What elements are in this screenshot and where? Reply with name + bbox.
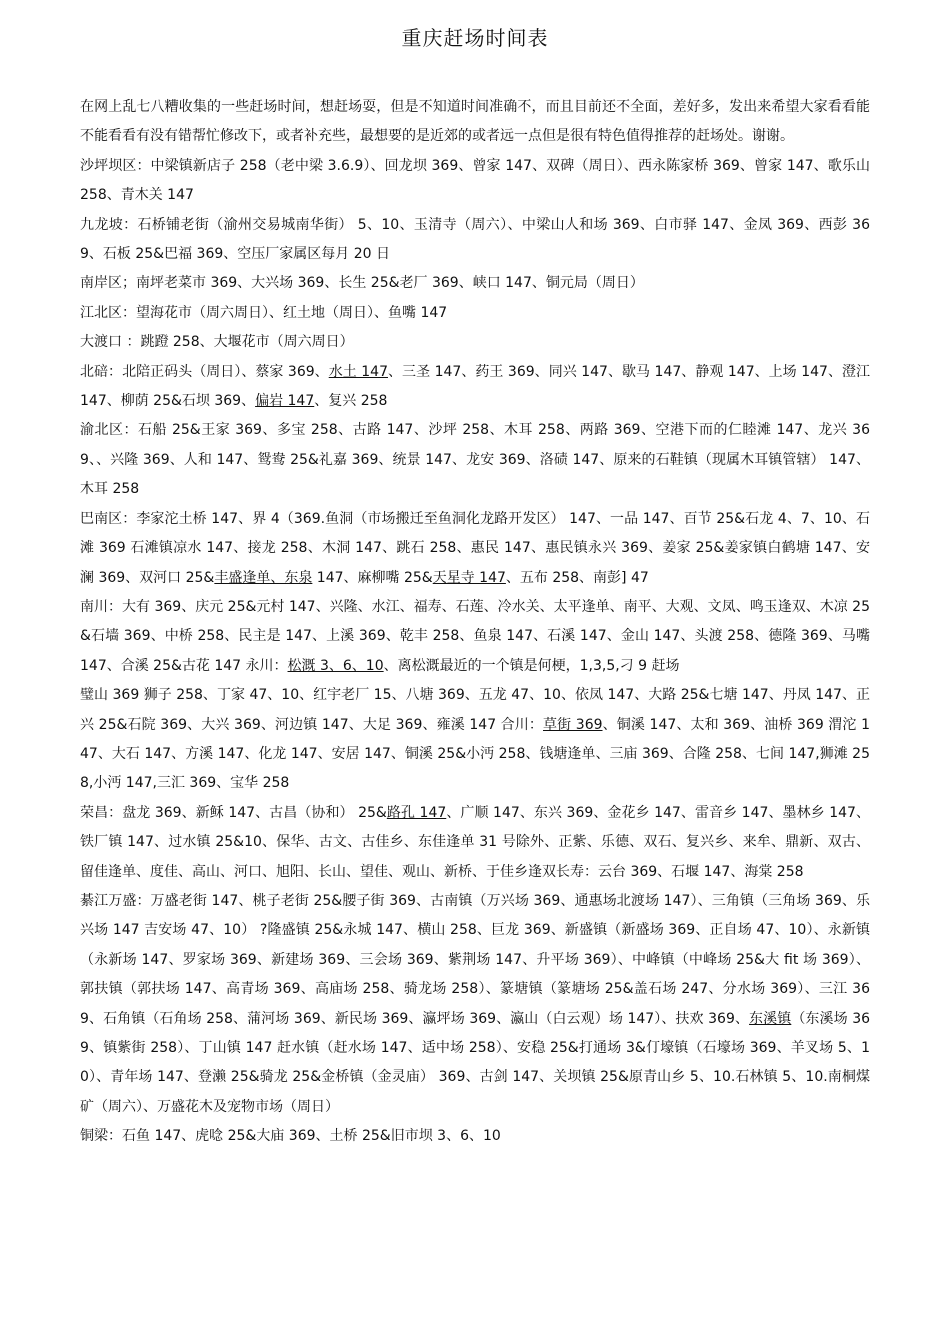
text-segment: 荣昌：盘龙 369、新稣 147、古昌（协和） 25& xyxy=(80,804,387,821)
paragraph-dadukou xyxy=(80,328,870,357)
document-body xyxy=(80,93,870,1152)
paragraph-tongliang xyxy=(80,1122,870,1151)
text-segment: 、复兴 258 xyxy=(314,393,388,410)
text-segment: 、广顺 147、东兴 369、金花乡 147、雷音乡 147、墨林乡 147、铁厂镇 147、过水镇 25&10、保华、古文、古佳乡、东佳逢单 31 号除外、正紫、乐德、双石、复兴乡、来牟、鼎新、双古、留佳逢单、度佳、高山、河口、旭阳、长山、望佳、观山、新桥、于佳乡逢双长寿：云台 369、石堰 147、海棠 258 xyxy=(80,804,871,880)
underlined-text: 草街 369 xyxy=(543,716,603,733)
paragraph-shapingba xyxy=(80,152,870,211)
paragraph-nanan xyxy=(80,269,870,298)
paragraph-nanchuan xyxy=(80,593,870,681)
underlined-text: 丰盛逢单、东泉 xyxy=(214,569,313,586)
paragraph-jiulongpo xyxy=(80,211,870,270)
text-segment: 沙坪坝区：中梁镇新店子 258（老中梁 3.6.9）、回龙坝 369、曾家 147、双碑（周日）、西永陈家桥 369、曾家 147、歌乐山 258、青木关 147 xyxy=(80,157,870,204)
text-segment: 铜梁：石鱼 147、虎唸 25&大庙 369、土桥 25&旧市坝 3、6、10 xyxy=(80,1128,501,1145)
text-segment: 綦江万盛：万盛老街 147、桃子老街 25&腰子街 369、古南镇（万兴场 369、通惠场北渡场 147）、三角镇（三角场 369、乐兴场 147 吉安场 47、10） ?隆盛镇 25&永城 147、横山 258、巨龙 369、新盛镇（新盛场 369、正自场 47、10）、永新镇（永新场 147、罗家场 369、新建场 369、三会场 369、紫荆场 147、升平场 369）、中峰镇（中峰场 25&大 fit 场 369）、郭扶镇（郭扶场 147、高青场 369、高庙场 258、骑龙场 258）、篆塘镇（篆塘场 25&盖石场 247、分水场 369）、三江 369、石角镇（石角场 258、蒲河场 369、新民场 369、瀛坪场 369、瀛山（白云观）场 147）、扶欢 369、 xyxy=(80,892,870,1027)
paragraph-bishan xyxy=(80,681,870,799)
paragraph-intro xyxy=(80,93,870,152)
page-title: 重庆赶场时间表 xyxy=(401,26,549,50)
text-segment: 九龙坡：石桥铺老街（渝州交易城南华街） 5、10、玉清寺（周六）、中梁山人和场 369、白市驿 147、金凤 369、西彭 369、石板 25&巴福 369、空压厂家属区每月 20 日 xyxy=(80,216,870,263)
text-segment: 璧山 369 狮子 258、丁家 47、10、红宇老厂 15、八塘 369、五龙 47、10、依凤 147、大路 25&七塘 147、丹凤 147、正兴 25&石院 369、大兴 369、河边镇 147、大足 369、雍溪 147 合川： xyxy=(80,687,870,733)
paragraph-rongchang xyxy=(80,799,870,887)
underlined-text: 水土 147 xyxy=(328,363,388,380)
underlined-text: 松溉 3、6、10 xyxy=(287,657,384,674)
text-segment: 147、麻柳嘴 25& xyxy=(312,569,433,586)
text-segment: 大渡口 ：跳蹬 258、大堰花市（周六周日） xyxy=(80,334,354,351)
text-segment: 、三圣 147、药王 369、同兴 147、歇马 147、静观 147、上场 147、澄江 147、柳荫 25&石坝 369、 xyxy=(80,363,871,410)
underlined-text: 东溪镇 xyxy=(749,1010,792,1027)
text-segment: 巴南区：李家沱土桥 147、界 4（369.鱼洞（市场搬迁至鱼洞化龙路开发区） 147、一品 147、百节 25&石龙 4、7、10、石滩 369 石滩镇凉水 147、接龙 258、木洞 147、跳石 258、惠民 147、惠民镇永兴 369、姜家 25&姜家镇白鹤塘 147、安澜 369、双河口 25& xyxy=(80,510,870,586)
underlined-text: 偏岩 147 xyxy=(255,393,315,410)
text-segment: 江北区：望海花市（周六周日）、红土地（周日）、鱼嘴 147 xyxy=(80,304,448,321)
underlined-text: 天星寺 147 xyxy=(432,569,506,586)
paragraph-qijiang xyxy=(80,887,870,1122)
text-segment: 北碚：北陪正码头（周日）、蔡家 369、 xyxy=(80,363,329,380)
text-segment: 、离松溉最近的一个镇是何梗，1,3,5,刁 9 赶场 xyxy=(383,657,680,674)
text-segment: 、铜溪 147、太和 369、油桥 369 渭沱 147、大石 147、方溪 147、化龙 147、安居 147、铜溪 25&小沔 258、钱塘逢单、三庙 369、合隆 258、七间 147,狮滩 258,小沔 147,三汇 369、宝华 258 xyxy=(80,716,870,792)
underlined-text: 路孔 147 xyxy=(386,804,447,821)
text-segment: 南川：大有 369、庆元 25&元村 147、兴隆、水江、福寿、石莲、冷水关、太平逢单、南平、大观、文凤、鸣玉逢双、木凉 25&石墙 369、中桥 258、民主是 147、上溪 369、乾丰 258、鱼泉 147、石溪 147、金山 147、头渡 258、德隆 369、马嘴 147、合溪 25&古花 147 永川： xyxy=(80,598,870,674)
text-segment: 、五布 258、南彭] 47 xyxy=(505,569,649,586)
paragraph-yubei xyxy=(80,416,870,504)
text-segment: 在网上乱七八糟收集的一些赶场时间，想赶场耍，但是不知道时间准确不，而且目前还不全面，差好多，发出来希望大家看看能不能看看有没有错帮忙修改下，或者补充些，最想要的是近郊的或者远一点但是很有特色值得推荐的赶场处。谢谢。 xyxy=(80,99,870,145)
text-segment: （东溪场 369、镇紫街 258）、丁山镇 147 赶水镇（赶水场 147、适中场 258）、安稳 25&打通场 3&仃壕镇（石壕场 369、羊叉场 5、10）、青年场 147、登濑 25&骑龙 25&金桥镇（金灵庙） 369、古剑 147、关坝镇 25&原青山乡 5、10.石林镇 5、10.南桐煤矿（周六）、万盛花木及宠物市场（周日） xyxy=(80,1010,871,1115)
text-segment: 南岸区；南坪老菜市 369、大兴场 369、长生 25&老厂 369、峡口 147、铜元局（周日） xyxy=(80,275,644,292)
paragraph-beibei xyxy=(80,358,870,417)
paragraph-jiangbei xyxy=(80,299,870,328)
text-segment: 渝北区：石船 25&王家 369、多宝 258、古路 147、沙坪 258、木耳 258、两路 369、空港下而的仁睦滩 147、龙兴 369、、兴隆 369、人和 147、鸳鸯 25&礼嘉 369、统景 147、龙安 369、洛碛 147、原来的石鞋镇（现属木耳镇管辖） 147、木耳 258 xyxy=(80,422,870,498)
paragraph-banan xyxy=(80,505,870,593)
